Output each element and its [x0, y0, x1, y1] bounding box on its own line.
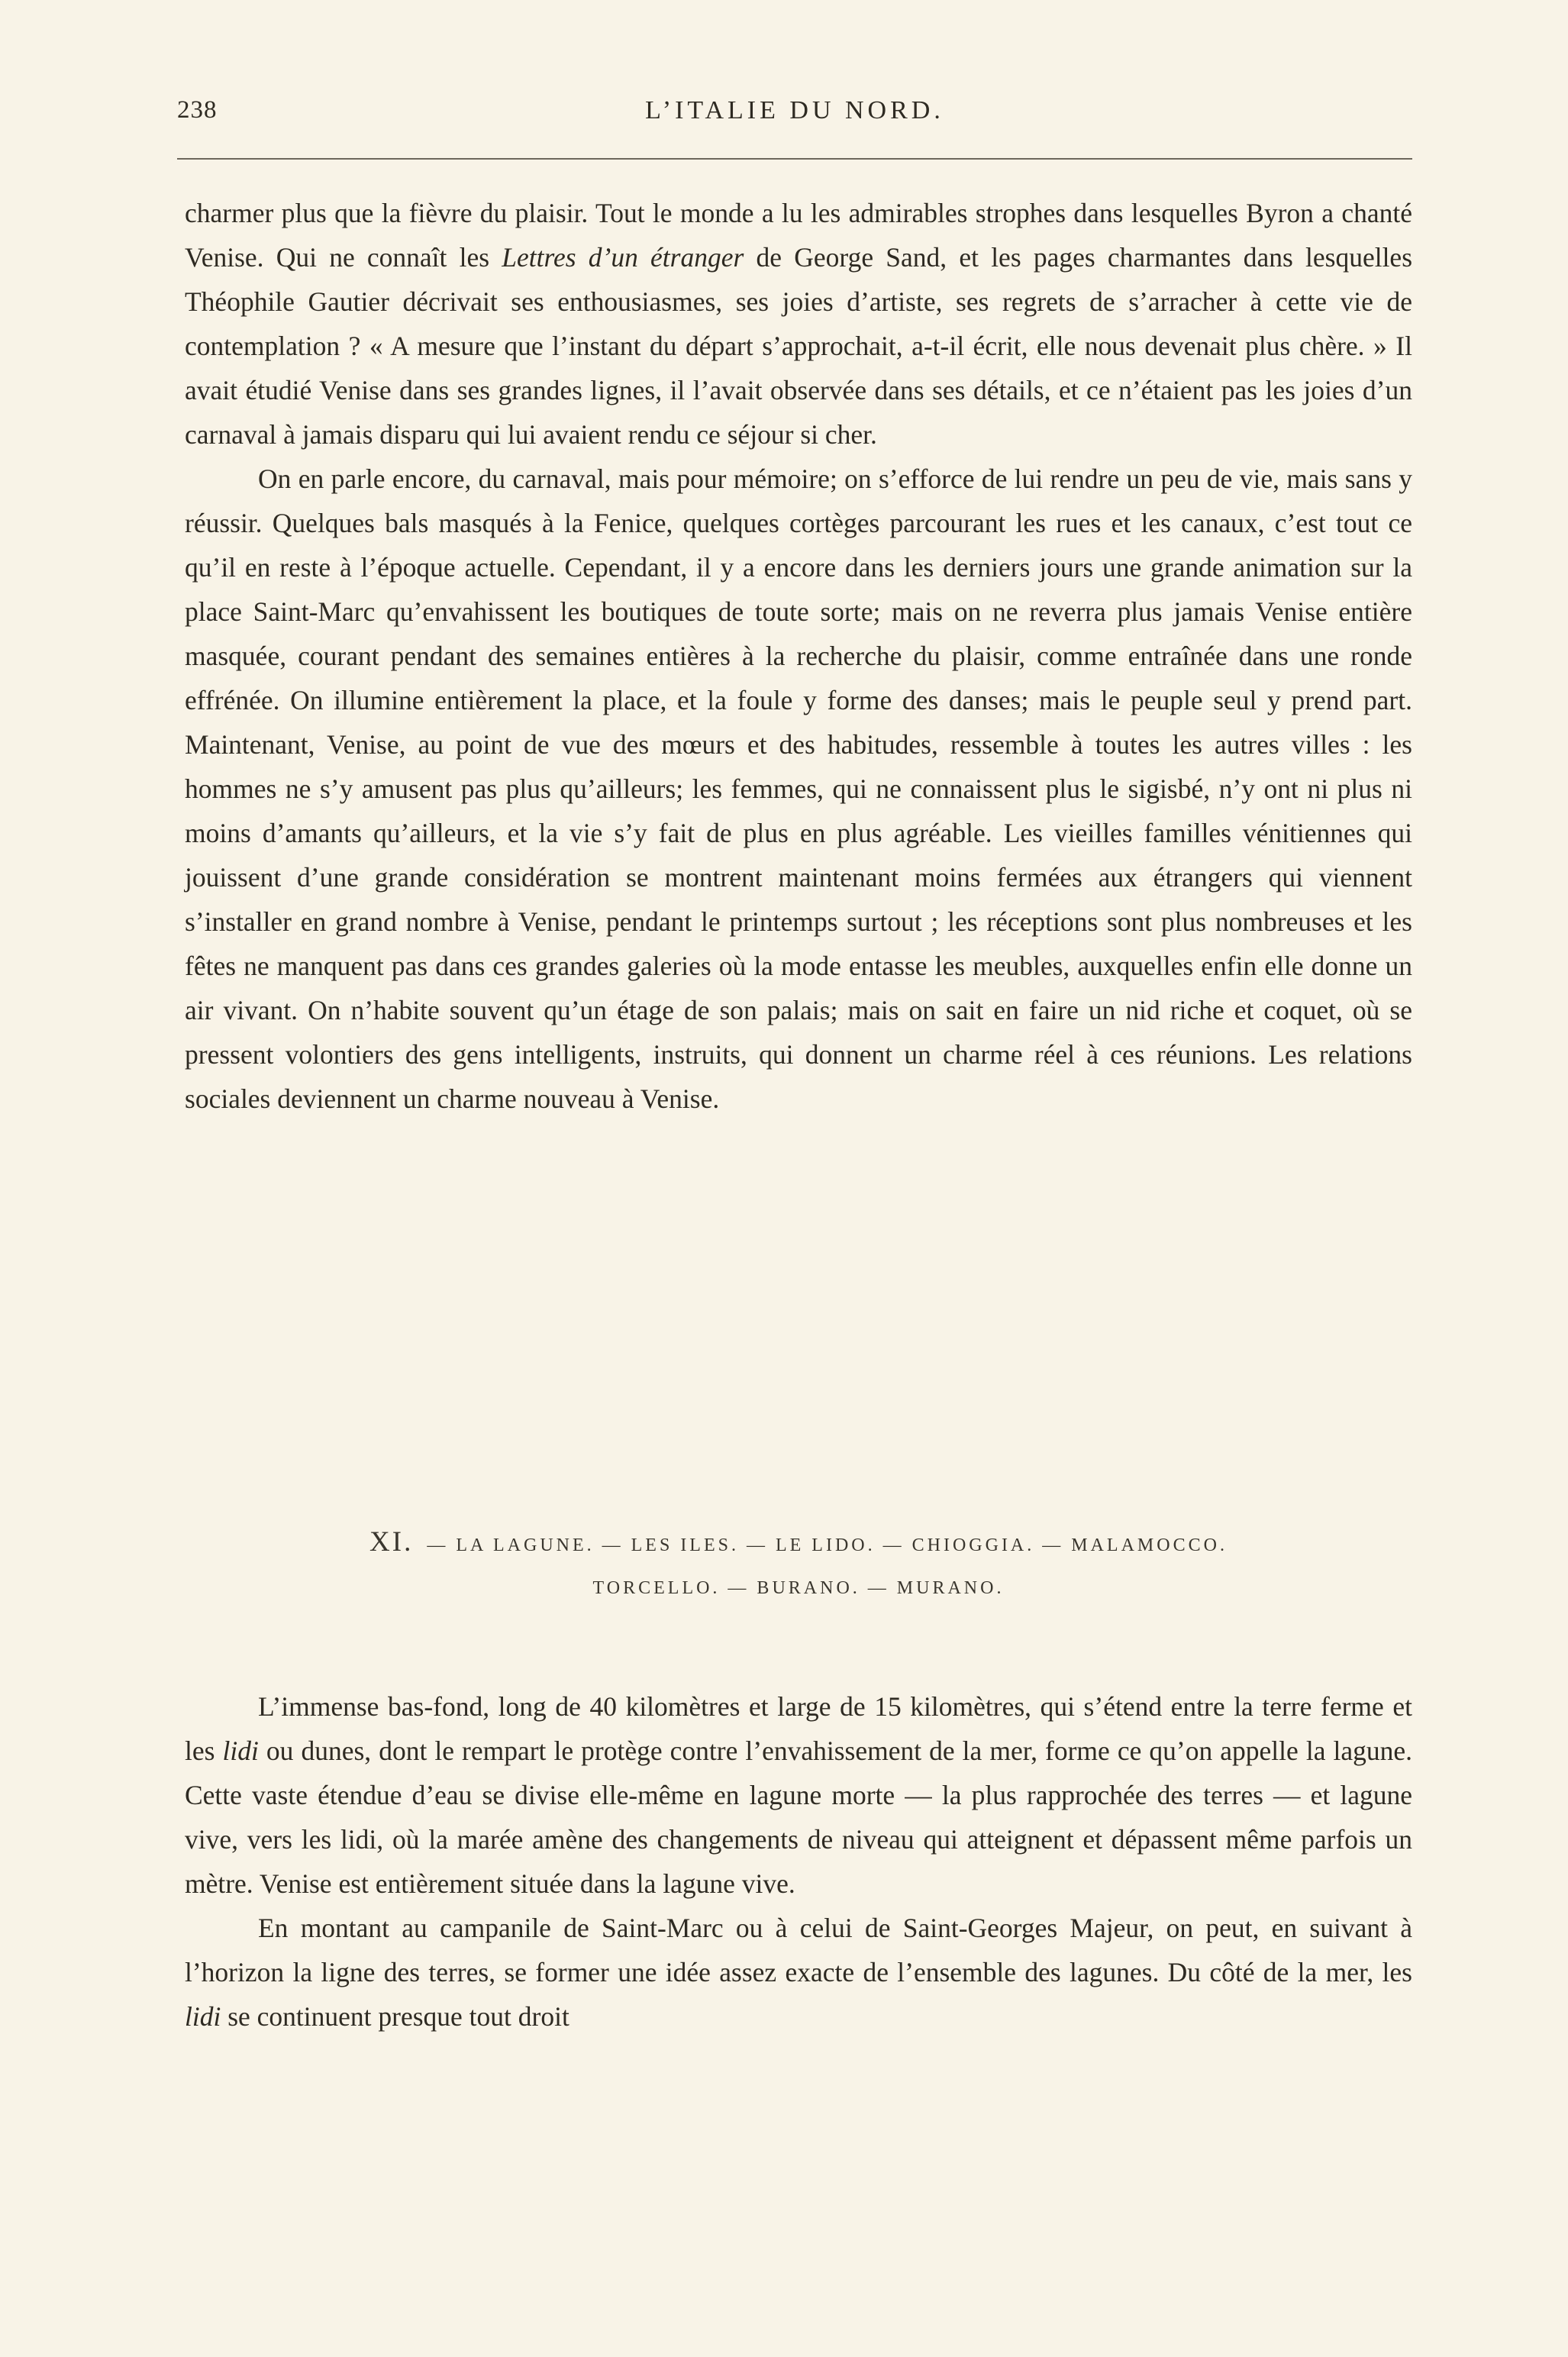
running-title: L’ITALIE DU NORD.	[645, 96, 944, 124]
text-block-after-chapter	[185, 1684, 1412, 2039]
paragraph	[185, 457, 1412, 1121]
chapter-subjects: — LA LAGUNE. — LES ILES. — LE LIDO. — CHIOGGIA. — MALAMOCCO.	[427, 1535, 1228, 1555]
paragraph	[185, 1906, 1412, 2039]
text-run: ou dunes, dont le rempart le protège contre l’envahissement de la mer, forme ce qu’on appelle la lagune. Cette vaste étendue d’eau se divise elle-même en lagune morte — la plus rapprochée des terres — et lagune vive, vers les lidi, où la marée amène des changements de niveau qui atteignent et dépassent même parfois un mètre. Venise est entièrement située dans la lagune vive.	[185, 1735, 1413, 1899]
chapter-number: XI.	[369, 1526, 414, 1558]
text-run: L’immense bas-fond, long de 40 kilomètres et large de 15 kilomètres, qui s’étend entre la terre ferme et les	[185, 1691, 1412, 1766]
paragraph	[185, 1684, 1412, 1906]
italic-title: Lettres d’un étranger	[502, 242, 744, 273]
chapter-heading	[185, 1526, 1412, 1605]
page-number: 238	[177, 96, 218, 124]
chapter-heading-line-1	[185, 1526, 1412, 1562]
chapter-heading-line-2: TORCELLO. — BURANO. — MURANO.	[592, 1578, 1005, 1598]
header-rule	[177, 158, 1412, 160]
text-run: En montant au campanile de Saint-Marc ou à celui de Saint-Georges Majeur, on peut, en suivant à l’horizon la ligne des terres, se former une idée assez exacte de l’ensemble des lagunes. Du côté de la mer, les	[185, 1913, 1412, 1987]
running-head	[177, 96, 1412, 142]
text-run: charmer plus que la fièvre du plaisir. Tout le monde a lu les admirables strophes dans lesquelles Byron a chanté Venise. Qui ne connaît les	[185, 198, 1412, 273]
paragraph	[185, 191, 1412, 457]
text-block-before-chapter	[185, 191, 1412, 1121]
text-run: de George Sand, et les pages charmantes dans lesquelles Théophile Gautier décrivait ses enthousiasmes, ses joies d’artiste, ses regrets de s’arracher à cette vie de contemplation ? « A mesure que l’instant du départ s’approchait, a-t-il écrit, elle nous devenait plus chère. » Il avait étudié Venise dans ses grandes lignes, il l’avait observée dans ses détails, et ce n’étaient pas les joies d’un carnaval à jamais disparu qui lui avaient rendu ce séjour si cher.	[185, 242, 1413, 450]
italic-word: lidi	[185, 2001, 221, 2032]
text-run: se continuent presque tout droit	[221, 2001, 569, 2032]
italic-word: lidi	[222, 1735, 259, 1766]
text-run: On en parle encore, du carnaval, mais pour mémoire; on s’efforce de lui rendre un peu de vie, mais sans y réussir. Quelques bals masqués à la Fenice, quelques cortèges parcourant les rues et les canaux, c’est tout ce qu’il en reste à l’époque actuelle. Cependant, il y a encore dans les derniers jours une grande animation sur la place Saint-Marc qu’envahissent les boutiques de toute sorte; mais on ne reverra plus jamais Venise entière masquée, courant pendant des semaines entières à la recherche du plaisir, comme entraînée dans une ronde effrénée. On illumine entièrement la place, et la foule y forme des danses; mais le peuple seul y prend part. Maintenant, Venise, au point de vue des mœurs et des habitudes, ressemble à toutes les autres villes : les hommes ne s’y amusent pas plus qu’ailleurs; les femmes, qui ne connaissent plus le sigisbé, n’y ont ni plus ni moins d’amants qu’ailleurs, et la vie s’y fait de plus en plus agréable. Les vieilles familles vénitiennes qui jouissent d’une grande considération se montrent maintenant moins fermées aux étrangers qui viennent s’installer en grand nombre à Venise, pendant le printemps surtout ; les réceptions sont plus nombreuses et les fêtes ne manquent pas dans ces grandes galeries où la mode entasse les meubles, auxquelles enfin elle donne un air vivant. On n’habite souvent qu’un étage de son palais; mais on sait en faire un nid riche et coquet, où se pressent volontiers des gens intelligents, instruits, qui donnent un charme réel à ces réunions. Les relations sociales deviennent un charme nouveau à Venise.	[185, 463, 1412, 1114]
